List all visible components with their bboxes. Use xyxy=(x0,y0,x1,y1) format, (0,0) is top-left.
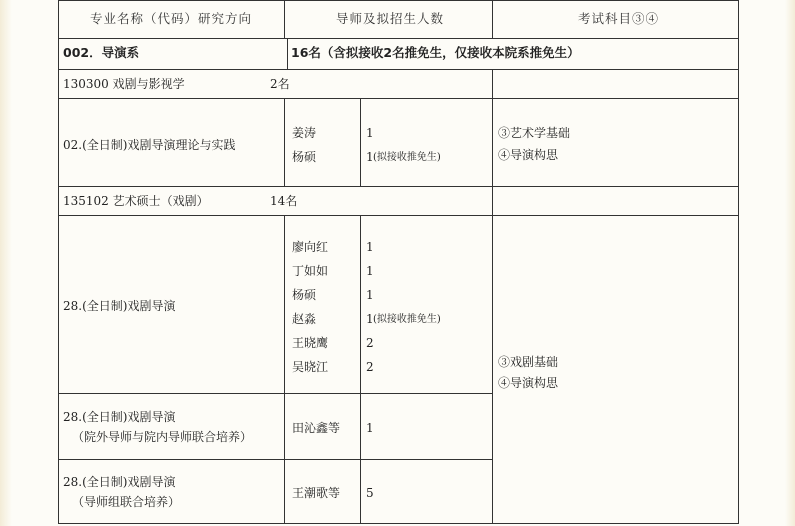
col-divider xyxy=(360,98,361,186)
exam-subject: ④导演构思 xyxy=(498,148,559,162)
tutor-note: (拟接收推免生) xyxy=(373,314,441,325)
col-divider xyxy=(492,69,493,524)
department-name: 002．导演系 xyxy=(63,45,140,60)
table-top-border xyxy=(58,0,738,1)
tutor-count: 1 xyxy=(366,288,374,302)
direction-label: 28.(全日制)戏剧导演 xyxy=(63,299,176,313)
tutor-name: 吴晓江 xyxy=(292,360,329,374)
tutor-count: 1 xyxy=(366,240,374,254)
direction-label: 28.(全日制)戏剧导演 xyxy=(63,410,176,424)
row-divider xyxy=(58,186,738,187)
tutor-count: 2 xyxy=(366,360,374,374)
row-divider xyxy=(58,98,738,99)
table-left-border xyxy=(58,0,59,524)
col-divider xyxy=(284,0,285,39)
direction-label: 02.(全日制)戏剧导演理论与实践 xyxy=(63,138,236,152)
header-major: 专业名称（代码）研究方向 xyxy=(90,11,253,26)
col-divider xyxy=(287,38,288,69)
tutor-count: 1 xyxy=(366,150,374,164)
major-1-name: 130300 戏剧与影视学 xyxy=(63,77,185,91)
row-divider xyxy=(58,69,738,70)
exam-subject: ③艺术学基础 xyxy=(498,126,571,140)
tutor-name: 丁如如 xyxy=(292,264,329,278)
tutor-count: 1 xyxy=(366,264,374,278)
row-divider xyxy=(58,215,738,216)
tutor-name: 田沁鑫等 xyxy=(292,421,341,435)
col-divider xyxy=(284,98,285,186)
tutor-count: 1 xyxy=(366,421,374,435)
table-right-border xyxy=(738,0,739,524)
tutor-count: 2 xyxy=(366,336,374,350)
tutor-note: (拟接收推免生) xyxy=(373,152,441,163)
major-2-name: 135102 艺术硕士（戏剧） xyxy=(63,194,209,208)
tutor-name: 杨硕 xyxy=(292,150,317,164)
col-divider xyxy=(284,215,285,524)
direction-sublabel: （导师组联合培养） xyxy=(72,495,181,509)
header-tutors: 导师及拟招生人数 xyxy=(336,11,445,26)
tutor-name: 姜涛 xyxy=(292,126,317,140)
tutor-name: 杨硕 xyxy=(292,288,317,302)
tutor-name: 王潮歌等 xyxy=(292,486,341,500)
row-divider xyxy=(58,459,492,460)
exam-subject: ③戏剧基础 xyxy=(498,355,559,369)
tutor-name: 王晓鹰 xyxy=(292,336,329,350)
direction-sublabel: （院外导师与院内导师联合培养） xyxy=(72,430,253,444)
tutor-count: 1 xyxy=(366,126,374,140)
department-quota: 16名（含拟接收2名推免生，仅接收本院系推免生） xyxy=(291,45,580,60)
direction-label: 28.(全日制)戏剧导演 xyxy=(63,475,176,489)
tutor-count: 1 xyxy=(366,312,374,326)
tutor-name: 赵淼 xyxy=(292,312,317,326)
major-1-count: 2名 xyxy=(270,77,290,91)
row-divider xyxy=(58,38,738,39)
row-divider xyxy=(58,393,492,394)
major-2-count: 14名 xyxy=(270,194,298,208)
tutor-name: 廖向红 xyxy=(292,240,329,254)
header-exams: 考试科目③④ xyxy=(578,11,660,26)
col-divider xyxy=(492,0,493,39)
table-bottom-border xyxy=(58,523,738,524)
col-divider xyxy=(360,215,361,524)
tutor-count: 5 xyxy=(366,486,374,500)
exam-subject: ④导演构思 xyxy=(498,376,559,390)
